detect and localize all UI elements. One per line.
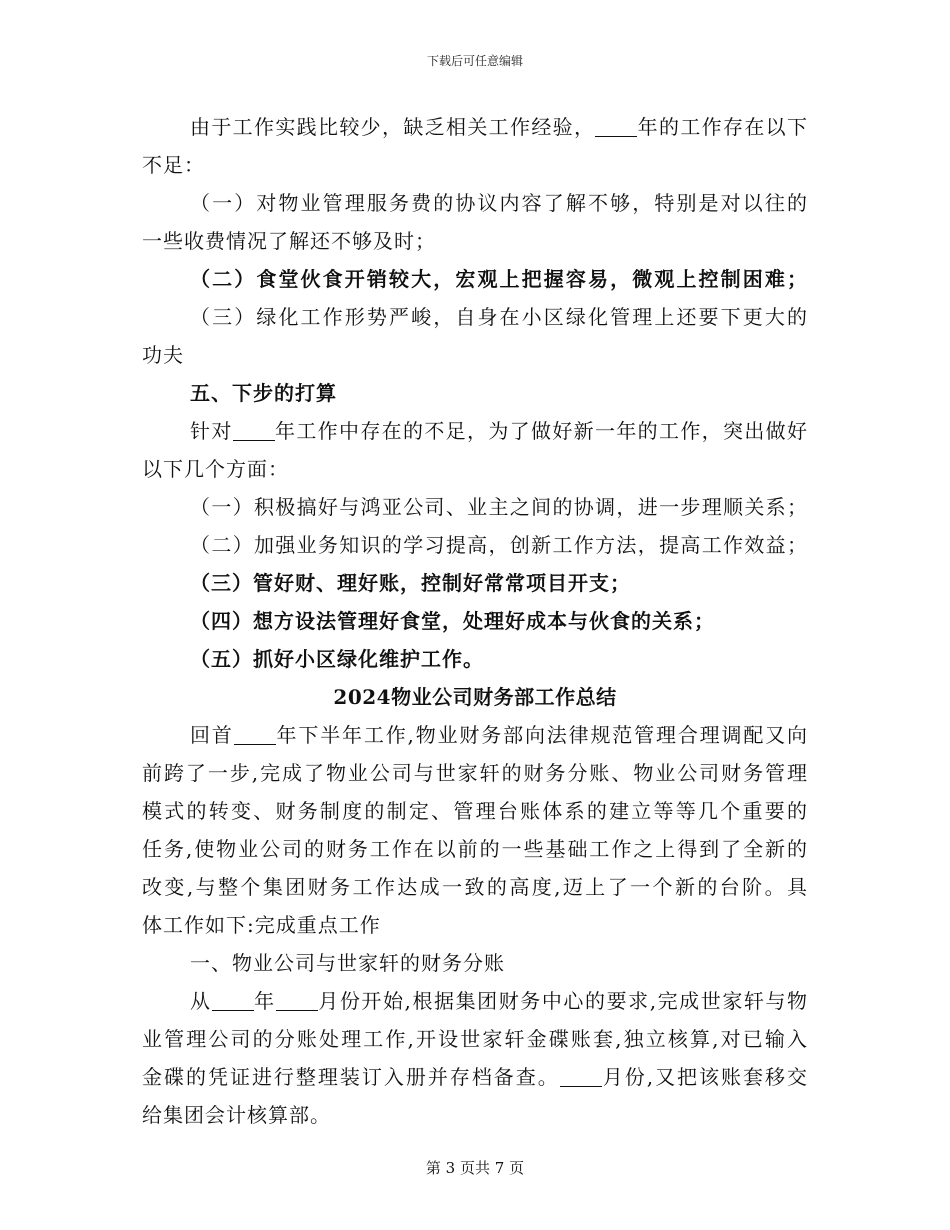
- text-segment: 针对: [190, 419, 233, 443]
- text-line: [142, 1058, 808, 1096]
- text-line: 给集团会计核算部。: [142, 1103, 331, 1127]
- text-line: [142, 412, 808, 450]
- text-line: 不足：: [142, 153, 205, 177]
- text-line: 体工作如下:完成重点工作: [142, 913, 381, 937]
- text-segment: 年工作中存在的不足，为了做好新一年的工作，突出做好: [274, 419, 809, 443]
- text-line-bold: （三）管好财、理好账，控制好常常项目开支；: [190, 571, 631, 595]
- text-segment: 由于工作实践比较少，缺乏相关工作经验，: [190, 115, 596, 139]
- blank-underline: [595, 114, 637, 137]
- text-line: 功夫: [142, 343, 184, 367]
- text-segment: 金碟的凭证进行整理装订入册并存档备查。: [142, 1065, 560, 1089]
- text-line: 任务,使物业公司的财务工作在以前的一些基础工作之上得到了全新的: [142, 837, 808, 861]
- blank-underline: [233, 418, 275, 441]
- page-footer: 第 3 页共 7 页: [425, 1159, 525, 1177]
- section-heading: 一、物业公司与世家轩的财务分账: [190, 951, 505, 975]
- text-segment: 月份开始,根据集团财务中心的要求,完成世家轩与物: [317, 989, 809, 1013]
- text-segment: 月份,又把该账套移交: [601, 1065, 808, 1089]
- blank-underline: [234, 722, 276, 745]
- text-line: 前跨了一步,完成了物业公司与世家轩的财务分账、物业公司财务管理: [142, 761, 808, 785]
- text-segment: 年的工作存在以下: [637, 115, 809, 139]
- document-body: [142, 108, 808, 1134]
- text-line: （三）绿化工作形势严峻，自身在小区绿化管理上还要下更大的: [190, 305, 808, 329]
- text-line: 改变,与整个集团财务工作达成一致的高度,迈上了一个新的台阶。具: [142, 875, 808, 899]
- blank-underline: [276, 988, 318, 1011]
- text-line: 模式的转变、财务制度的制定、管理台账体系的建立等等几个重要的: [142, 799, 808, 823]
- document-title: 2024物业公司财务部工作总结: [333, 685, 617, 709]
- text-line-bold: （四）想方设法管理好食堂，处理好成本与伙食的关系；: [190, 609, 715, 633]
- page-header: 下载后可任意编辑: [426, 54, 523, 68]
- text-segment: 回首: [190, 723, 234, 747]
- text-segment: 年下半年工作,物业财务部向法律规范管理合理调配又向: [275, 723, 809, 747]
- text-line: （二）加强业务知识的学习提高，创新工作方法，提高工作效益；: [190, 533, 808, 557]
- text-line: （一）积极搞好与鸿亚公司、业主之间的协调，进一步理顺关系；: [190, 495, 808, 519]
- text-line: 业管理公司的分账处理工作,开设世家轩金碟账套,独立核算,对已输入: [142, 1027, 808, 1051]
- blank-underline: [212, 988, 254, 1011]
- text-line: [142, 108, 808, 146]
- section-heading: 五、下步的打算: [190, 381, 337, 405]
- text-line: 以下几个方面：: [142, 457, 289, 481]
- text-line: [142, 982, 808, 1020]
- blank-underline: [560, 1064, 602, 1087]
- text-line: 一些收费情况了解还不够及时；: [142, 229, 436, 253]
- text-line-bold: （二）食堂伙食开销较大，宏观上把握容易，微观上控制困难；: [190, 267, 808, 291]
- text-line: （一）对物业管理服务费的协议内容了解不够，特别是对以往的: [190, 191, 808, 215]
- text-segment: 从: [190, 989, 212, 1013]
- text-segment: 年: [253, 989, 276, 1013]
- text-line: [142, 716, 808, 754]
- text-line-bold: （五）抓好小区绿化维护工作。: [190, 647, 484, 671]
